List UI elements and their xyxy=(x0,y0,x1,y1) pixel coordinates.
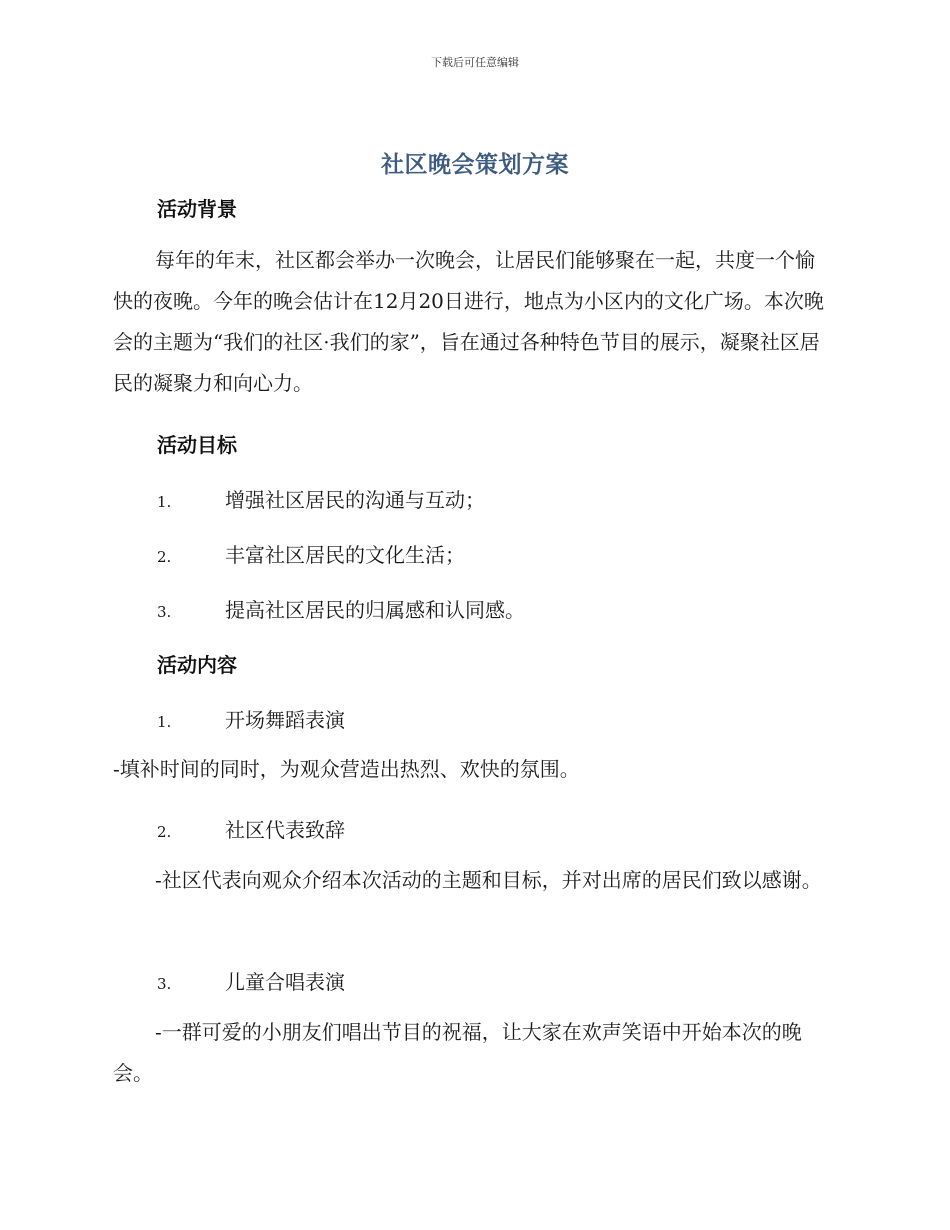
header-note: 下载后可任意编辑 xyxy=(431,56,519,69)
content-number: 3. xyxy=(157,975,172,993)
goal-text: 丰富社区居民的文化生活； xyxy=(225,543,465,567)
goal-number: 3. xyxy=(157,603,172,621)
content-title: 开场舞蹈表演 xyxy=(225,708,345,732)
content-title: 儿童合唱表演 xyxy=(225,970,345,994)
goal-item-3 xyxy=(157,594,525,623)
content-item-3 xyxy=(157,966,345,995)
heading-goals: 活动目标 xyxy=(157,433,237,457)
content-item-2 xyxy=(157,814,345,843)
content-title: 社区代表致辞 xyxy=(225,818,345,842)
content-number: 1. xyxy=(157,713,172,731)
heading-background: 活动背景 xyxy=(157,197,237,221)
content-item-1 xyxy=(157,704,345,733)
content-desc-2: -社区代表向观众介绍本次活动的主题和目标，并对出席的居民们致以感谢。 xyxy=(155,868,822,892)
goal-number: 1. xyxy=(157,493,172,511)
background-paragraph: 每年的年末，社区都会举办一次晚会，让居民们能够聚在一起，共度一个愉快的夜晚。今年的晚会估计在12月20日进行，地点为小区内的文化广场。本次晚会的主题为“我们的社区·我们的家”，旨在通过各种特色节目的展示，凝聚社区居民的凝聚力和向心力。 xyxy=(113,248,824,395)
content-desc-3: -一群可爱的小朋友们唱出节目的祝福，让大家在欢声笑语中开始本次的晚会。 xyxy=(113,1020,802,1085)
document-title: 社区晚会策划方案 xyxy=(381,152,569,178)
goal-item-1 xyxy=(157,484,485,513)
goal-text: 增强社区居民的沟通与互动； xyxy=(225,488,485,512)
goal-number: 2. xyxy=(157,548,172,566)
heading-content: 活动内容 xyxy=(157,653,237,677)
goal-item-2 xyxy=(157,539,465,568)
content-desc-1: -填补时间的同时，为观众营造出热烈、欢快的氛围。 xyxy=(113,757,580,781)
goal-text: 提高社区居民的归属感和认同感。 xyxy=(225,598,525,622)
content-number: 2. xyxy=(157,823,172,841)
